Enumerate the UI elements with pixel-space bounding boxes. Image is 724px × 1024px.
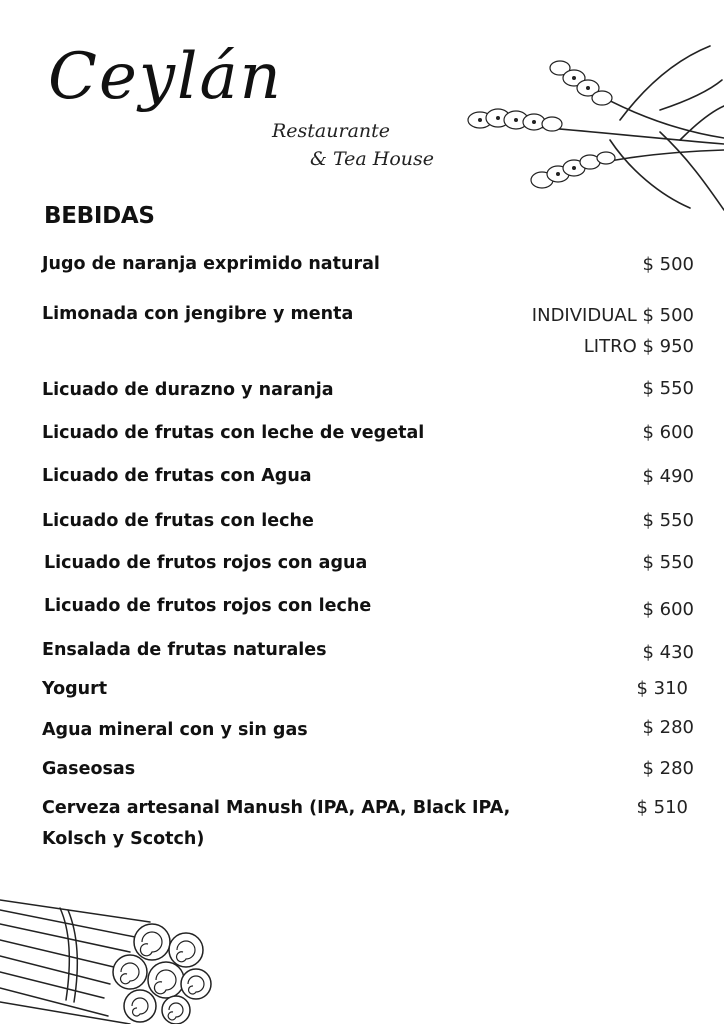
- menu-item-price-individual: INDIVIDUAL $ 500: [531, 305, 694, 326]
- menu-item-price: $ 430: [642, 642, 694, 663]
- menu-item-name: Gaseosas: [42, 759, 136, 779]
- menu-item-name: Licuado de durazno y naranja: [42, 380, 334, 400]
- menu-item-price: $ 500: [642, 254, 694, 275]
- menu-item-name: Jugo de naranja exprimido natural: [42, 254, 380, 274]
- menu-item-price: $ 280: [642, 758, 694, 779]
- menu-item-name-line2: Kolsch y Scotch): [42, 829, 205, 849]
- menu-item-name: Licuado de frutos rojos con leche: [44, 596, 372, 616]
- logo-subtitle-tea-house: & Tea House: [310, 148, 435, 170]
- menu-item-name-line1: Cerveza artesanal Manush (IPA, APA, Black IPA,: [42, 798, 511, 818]
- menu-item-name: Licuado de frutos rojos con agua: [44, 553, 368, 573]
- lavender-sprig-illustration: [460, 40, 724, 215]
- menu-item-name: Agua mineral con y sin gas: [42, 720, 308, 740]
- menu-item-name: Licuado de frutas con leche: [42, 511, 314, 531]
- menu-item-price: $ 310: [636, 678, 688, 699]
- menu-item-name: [42, 793, 510, 855]
- menu-item-price: $ 550: [642, 378, 694, 399]
- menu-item-price: $ 600: [642, 422, 694, 443]
- menu-item-name: Licuado de frutas con Agua: [42, 466, 312, 486]
- restaurant-logo: [48, 40, 438, 180]
- logo-wordmark: Ceylán: [48, 40, 283, 114]
- menu-item-price-litro: LITRO $ 950: [583, 336, 694, 357]
- logo-subtitle-restaurante: Restaurante: [272, 120, 391, 142]
- menu-item-name: Yogurt: [42, 679, 108, 699]
- menu-item-price: $ 510: [636, 797, 688, 818]
- menu-item-price: $ 490: [642, 466, 694, 487]
- cinnamon-sticks-illustration: [0, 890, 215, 1024]
- section-title-bebidas: BEBIDAS: [44, 203, 155, 229]
- menu-item-price: $ 600: [642, 599, 694, 620]
- menu-item-price: $ 550: [642, 510, 694, 531]
- menu-item-price: $ 550: [642, 552, 694, 573]
- menu-item-name: Licuado de frutas con leche de vegetal: [42, 423, 425, 443]
- menu-item-name: Ensalada de frutas naturales: [42, 640, 327, 660]
- menu-item-name: Limonada con jengibre y menta: [42, 304, 354, 324]
- menu-item-price: $ 280: [642, 717, 694, 738]
